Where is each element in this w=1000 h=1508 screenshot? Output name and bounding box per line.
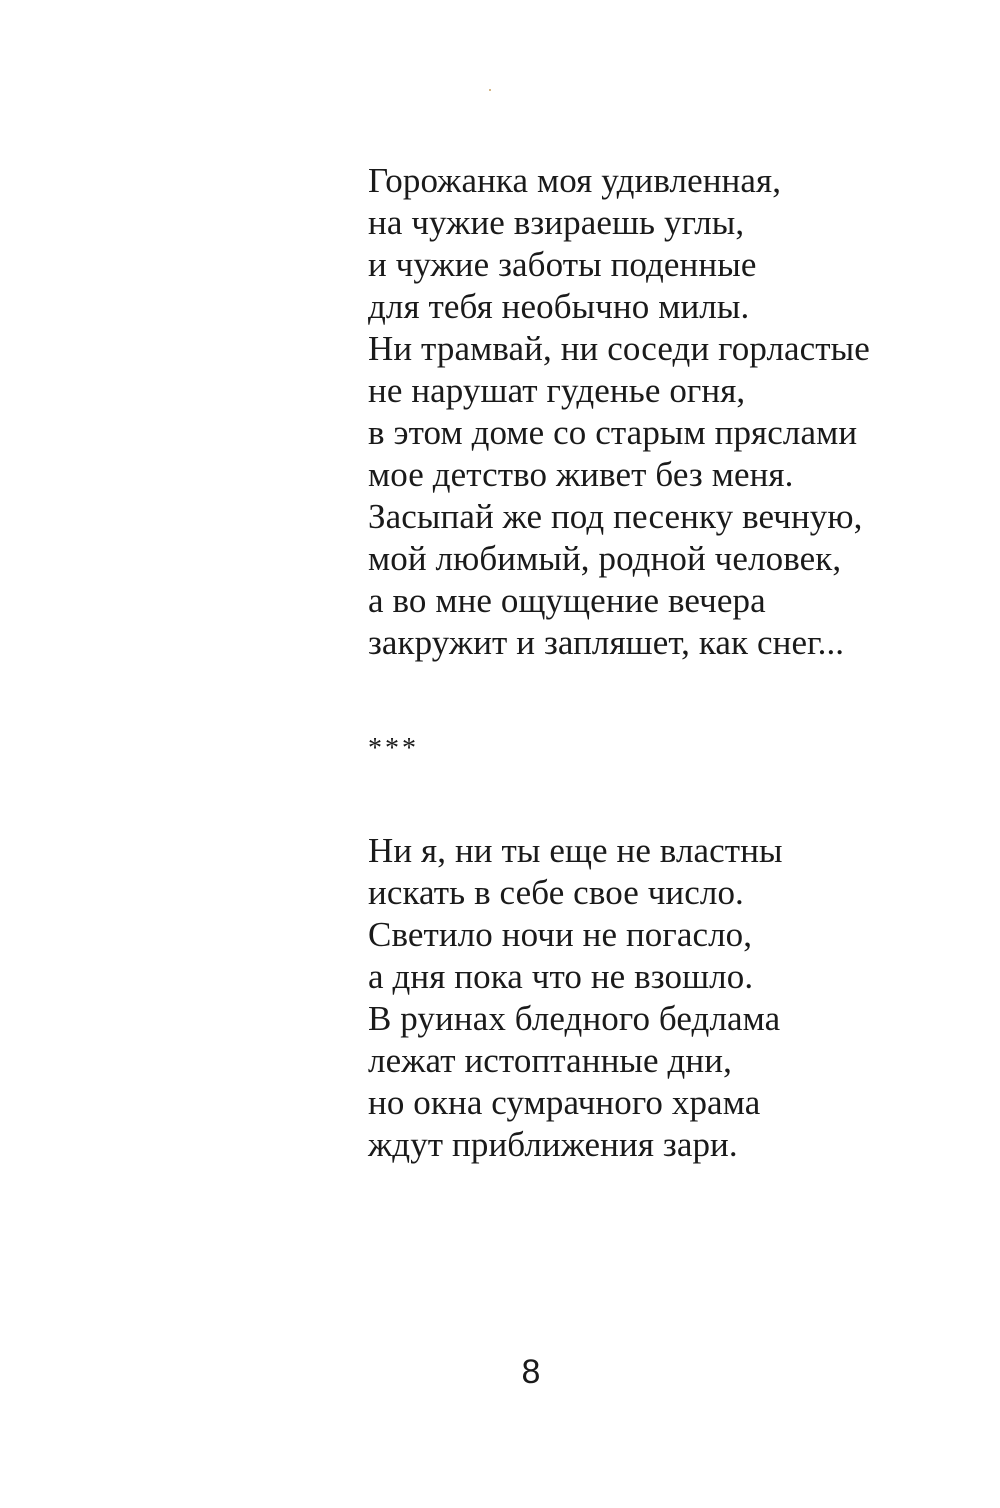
poem-line: ждут приближения зари.: [368, 1125, 738, 1164]
poem-line: Светило ночи не погасло,: [368, 915, 753, 954]
poem-line: В руинах бледного бедлама: [368, 999, 781, 1038]
poem-line: Ни я, ни ты еще не властны: [368, 831, 783, 870]
poem-line: а во мне ощущение вечера: [368, 581, 766, 620]
poem-line: на чужие взираешь углы,: [368, 203, 745, 242]
poem-second: [368, 830, 783, 1166]
poem-line: Засыпай же под песенку вечную,: [368, 497, 863, 536]
poem-first: [368, 160, 870, 664]
poem-line: Горожанка моя удивленная,: [368, 161, 782, 200]
poem-line: мое детство живет без меня.: [368, 455, 794, 494]
page-number: 8: [521, 1353, 541, 1391]
poem-line: мой любимый, родной человек,: [368, 539, 842, 578]
poem-line: для тебя необычно милы.: [368, 287, 750, 326]
poem-line: но окна сумрачного храма: [368, 1083, 761, 1122]
poem-line: Ни трамвай, ни соседи горластые: [368, 329, 870, 368]
paper-speck: [489, 89, 491, 91]
poem-line: искать в себе свое число.: [368, 873, 744, 912]
section-separator: ***: [368, 733, 419, 764]
poem-line: лежат истоптанные дни,: [368, 1041, 732, 1080]
poem-line: и чужие заботы поденные: [368, 245, 757, 284]
poem-line: не нарушат гуденье огня,: [368, 371, 746, 410]
poem-line: а дня пока что не взошло.: [368, 957, 754, 996]
poem-line: закружит и запляшет, как снег...: [368, 623, 845, 662]
poem-line: в этом доме со старым пряслами: [368, 413, 858, 452]
